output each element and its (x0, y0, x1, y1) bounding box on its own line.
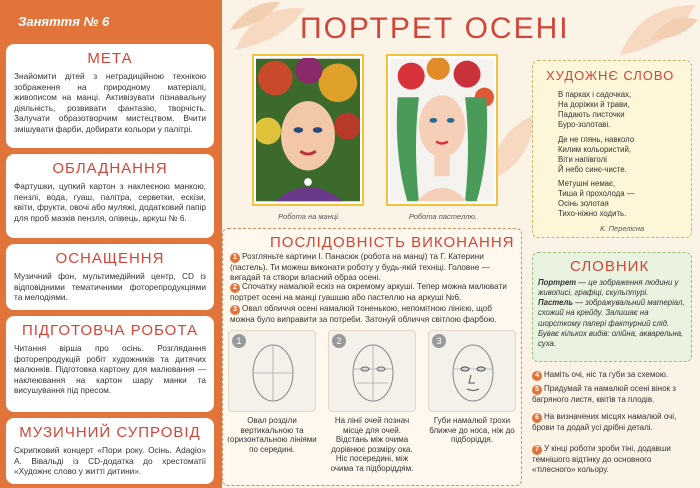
lesson-number: Заняття № 6 (18, 14, 110, 29)
step-number-badge: 3 (230, 305, 240, 315)
artwork-caption-semolina: Робота на манці. (278, 212, 340, 221)
resources-card (6, 244, 214, 310)
page-title: ПОРТРЕТ ОСЕНІ (300, 12, 570, 45)
artwork-semolina (252, 54, 364, 206)
sequence-step (230, 252, 518, 284)
sequence-step (532, 370, 692, 381)
sequence-step (532, 412, 692, 433)
goal-heading: МЕТА (87, 50, 133, 67)
face-sketch-3 (428, 330, 516, 412)
face-sketch-2 (328, 330, 416, 412)
poem-stanza: В парках і садочках, На доріжки й трави, Падають листочки Буро-золотаві. (558, 90, 632, 130)
sketch-number-badge: 1 (232, 334, 246, 348)
artwork-pastel (386, 54, 498, 206)
poem-author: К. Перелісна (600, 224, 645, 233)
preparation-card (6, 316, 214, 412)
dictionary-definition: — це зображення людини у живописі, графіці, скульптурі. (538, 278, 679, 298)
resources-text: Музичний фон, мультимедійний центр, CD із відповідними тематичними фоторепродукціями та мелодіями. (14, 271, 206, 303)
dictionary-definition: — зображувальний матеріал, схожий на крейду. Залишає на шорсткому папері фактурний слід. Буває кількох видів: олійна, акварельна, суха. (538, 298, 685, 348)
dictionary-term: Портрет (538, 278, 577, 287)
dictionary-title: СЛОВНИК (570, 258, 650, 275)
sequence-step (230, 282, 518, 303)
portrait-semolina-image (256, 58, 360, 202)
poem (558, 90, 688, 224)
equipment-heading: ОБЛАДНАННЯ (52, 160, 168, 177)
sketch-number-badge: 2 (332, 334, 346, 348)
face-sketch-1 (228, 330, 316, 412)
step-text: На визначених місцях намалюй очі, брови та додай усі дрібні деталі. (532, 412, 677, 432)
step-number-badge: 5 (532, 385, 542, 395)
sequence-title: ПОСЛІДОВНІСТЬ ВИКОНАННЯ (270, 234, 515, 251)
artwork-caption-pastel: Робота пастеллю. (408, 212, 478, 221)
step-number-badge: 4 (532, 371, 542, 381)
preparation-text: Читання вірша про осінь. Розглядання фоторепродукцій робіт художників та дитячих малюнків. Підготовка картону для малювання — наклеювання на картон шару манки та висушування під пресом. (14, 343, 206, 396)
poem-stanza: Де не глянь, навколо Килим кольористий, Віти напівголі Й небо синє-чисте. (558, 134, 635, 174)
step-number-badge: 7 (532, 445, 542, 455)
music-text: Скрипковий концерт «Пори року. Осінь. Adagio» А. Вівальді із CD-додатка до хрестоматії «Художнє слово у житті дитини». (14, 445, 206, 477)
step-text: У кінці роботи зроби тіні, додавши темнішого відтінку до основного «тілесного» кольору. (532, 444, 671, 474)
goal-text: Знайомити дітей з нетрадиційною технікою зображення на природному матеріалі, живописом на манці. Активізувати пізнавальну діяльність, розвивати фантазію, творчість. Залучати образотворчим мистецтвом. Вчити змішувати фарби, добирати кольори у палітрі. (14, 71, 206, 135)
step-text: Овал обличчя осені намалюй тоненькою, непомітною лінією, щоб можна було виправити за потреби. Затонуй обличчя світлою фарбою. (230, 304, 497, 324)
sketch-number-badge: 3 (432, 334, 446, 348)
artistic-word-title: ХУДОЖНЄ СЛОВО (546, 68, 675, 83)
step-text: Наміть очі, ніс та губи за схемою. (544, 370, 669, 379)
goal-card (6, 44, 214, 148)
dictionary-term: Пастель (538, 298, 574, 308)
sequence-step (532, 384, 692, 405)
sequence-step (532, 444, 692, 475)
sketch-caption: Овал розділи вертикальною та горизонтальною лініями по середині. (227, 416, 317, 454)
music-heading: МУЗИЧНИЙ СУПРОВІД (19, 424, 201, 441)
step-number-badge: 1 (230, 253, 240, 263)
step-text: Розгляньте картини І. Панасюк (робота на манці) та Г. Катерини (пастель). Ти можеш виконати роботу у будь-якій техніці. Головне — вигадай та створи власний образ осені. (230, 252, 490, 283)
step-number-badge: 2 (230, 283, 240, 293)
resources-heading: ОСНАЩЕННЯ (55, 250, 165, 267)
sequence-step (230, 304, 518, 325)
sketch-caption: На лінії очей познач місце для очей. Відстань між очима дорівнює розміру ока. Ніс посередині, між очима та підборіддям. (330, 416, 414, 473)
equipment-text: Фартушки, цупкий картон з наклеєною манкою, пензлі, вода, гуаш, палітра, серветки, ескізи, квіти, фрукти, овочі або муляжі, додатковий папір для проб мазків пензля, олівець, аркуш № 6. (14, 181, 206, 223)
portrait-pastel-image (390, 58, 494, 202)
step-text: Спочатку намалюй ескіз на окремому аркуші. Тепер можна малювати портрет осені на манці гуашшю або пастеллю на аркуші №6. (230, 282, 507, 302)
sketch-caption: Губи намалюй трохи ближче до носа, ніж до підборіддя. (429, 416, 515, 445)
dictionary-text (538, 278, 688, 349)
step-text: Придумай та намалюй осені вінок з багряного листя, квітів та плодів. (532, 384, 676, 404)
step-number-badge: 6 (532, 413, 542, 423)
leaf-decoration-icon (600, 0, 700, 60)
equipment-card (6, 154, 214, 238)
preparation-heading: ПІДГОТОВЧА РОБОТА (21, 322, 199, 339)
music-card (6, 418, 214, 484)
poem-stanza: Метушні немає, Тиша й прохолода — Осінь золотая Тихо-ніжно ходить. (558, 179, 635, 219)
